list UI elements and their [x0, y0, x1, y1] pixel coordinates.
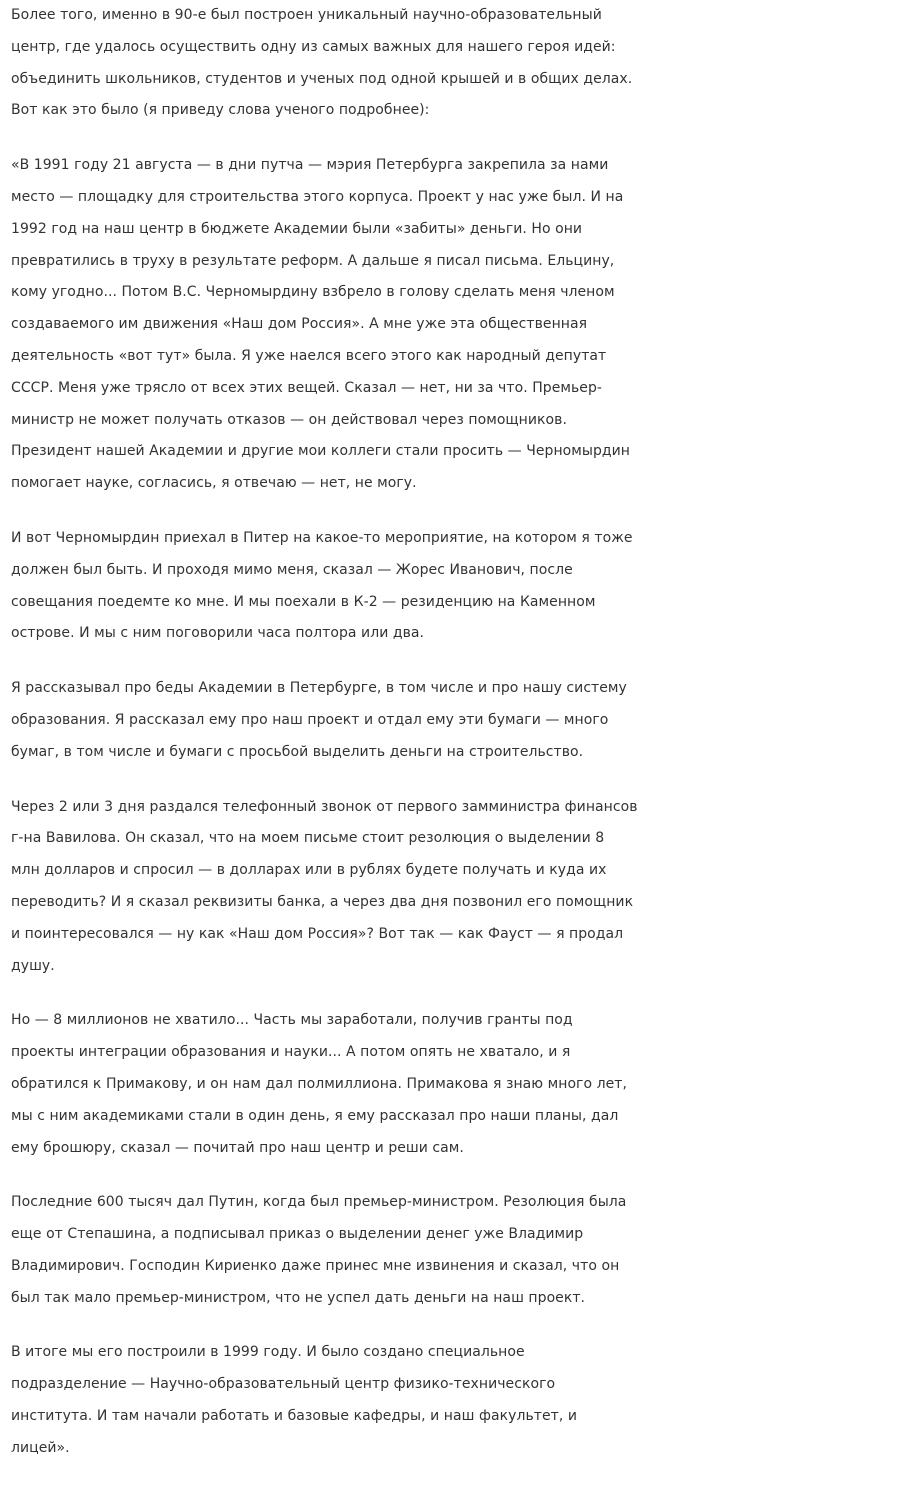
text-line: объединить школьников, студентов и ученых под одной крышей и в общих делах.	[11, 70, 633, 87]
paragraph	[11, 1187, 901, 1314]
paragraph	[11, 1337, 901, 1464]
text-line: Я рассказывал про беды Академии в Петербурге, в том числе и про нашу систему	[11, 680, 627, 697]
text-line: должен был быть. И проходя мимо меня, сказал — Жорес Иванович, после	[11, 561, 573, 578]
text-line: бумаг, в том числе и бумаги с просьбой выделить деньги на строительство.	[11, 743, 584, 760]
text-line: был так мало премьер-министром, что не успел дать деньги на наш проект.	[11, 1289, 586, 1306]
paragraph	[11, 673, 901, 768]
text-line: совещания поедемте ко мне. И мы поехали в К-2 — резиденцию на Каменном	[11, 593, 596, 610]
text-line: душу.	[11, 957, 55, 974]
text-line: министр не может получать отказов — он действовал через помощников.	[11, 411, 567, 428]
text-line: Более того, именно в 90-е был построен уникальный научно-образовательный	[11, 7, 602, 23]
text-line: И вот Черномырдин приехал в Питер на какое-то мероприятие, на котором я тоже	[11, 529, 633, 546]
paragraph	[11, 1005, 901, 1164]
text-line: ему брошюру, сказал — почитай про наш центр и реши сам.	[11, 1139, 464, 1156]
text-line: обратился к Примакову, и он нам дал полмиллиона. Примакова я знаю много лет,	[11, 1075, 627, 1092]
paragraph	[11, 792, 901, 983]
text-line: института. И там начали работать и базовые кафедры, и наш факультет, и	[11, 1408, 578, 1425]
paragraph	[11, 523, 901, 650]
text-line: проекты интеграции образования и науки... А потом опять не хватало, и я	[11, 1044, 571, 1061]
text-line: место — площадку для строительства этого корпуса. Проект у нас уже был. И на	[11, 188, 624, 205]
text-line: и поинтересовался — ну как «Наш дом Россия»? Вот так — как Фауст — я продал	[11, 925, 624, 942]
text-line: кому угодно... Потом В.С. Черномырдину взбрело в голову сделать меня членом	[11, 284, 615, 301]
text-line: образования. Я рассказал ему про наш проект и отдал ему эти бумаги — много	[11, 711, 609, 728]
text-line: мы с ним академиками стали в один день, я ему рассказал про наши планы, дал	[11, 1107, 619, 1124]
text-line: деятельность «вот тут» была. Я уже наелся всего этого как народный депутат	[11, 347, 607, 364]
text-line: Но — 8 миллионов не хватило... Часть мы заработали, получив гранты под	[11, 1012, 573, 1029]
text-line: Вот как это было (я приведу слова ученого подробнее):	[11, 102, 430, 119]
text-line: переводить? И я сказал реквизиты банка, а через два дня позвонил его помощник	[11, 893, 634, 910]
text-line: помогает науке, согласись, я отвечаю — нет, не могу.	[11, 475, 417, 492]
text-line: острове. И мы с ним поговорили часа полтора или два.	[11, 625, 425, 642]
text-line: В итоге мы его построили в 1999 году. И было создано специальное	[11, 1344, 525, 1361]
paragraph	[11, 150, 901, 500]
article-body	[11, 0, 901, 1488]
text-line: г-на Вавилова. Он сказал, что на моем письме стоит резолюция о выделении 8	[11, 830, 605, 847]
text-line: подразделение — Научно-образовательный центр физико-технического	[11, 1376, 556, 1393]
text-line: СССР. Меня уже трясло от всех этих вещей. Сказал — нет, ни за что. Премьер-	[11, 379, 602, 396]
text-line: Владимирович. Господин Кириенко даже принес мне извинения и сказал, что он	[11, 1257, 620, 1274]
text-line: превратились в труху в результате реформ. А дальше я писал письма. Ельцину,	[11, 252, 615, 269]
text-line: 1992 год на наш центр в бюджете Академии были «забиты» деньги. Но они	[11, 220, 583, 237]
paragraph	[11, 0, 901, 127]
text-line: создаваемого им движения «Наш дом Россия». А мне уже эта общественная	[11, 316, 588, 333]
text-line: «В 1991 году 21 августа — в дни путча — мэрия Петербурга закрепила за нами	[11, 157, 609, 174]
text-line: Через 2 или 3 дня раздался телефонный звонок от первого замминистра финансов	[11, 798, 638, 815]
text-line: лицей».	[11, 1439, 70, 1456]
text-line: млн долларов и спросил — в долларах или в рублях будете получать и куда их	[11, 862, 607, 879]
text-line: Последние 600 тысяч дал Путин, когда был премьер-министром. Резолюция была	[11, 1194, 627, 1211]
text-line: центр, где удалось осуществить одну из самых важных для нашего героя идей:	[11, 38, 616, 55]
text-line: еще от Степашина, а подписывал приказ о выделении денег уже Владимир	[11, 1226, 584, 1243]
text-line: Президент нашей Академии и другие мои коллеги стали просить — Черномырдин	[11, 443, 631, 460]
